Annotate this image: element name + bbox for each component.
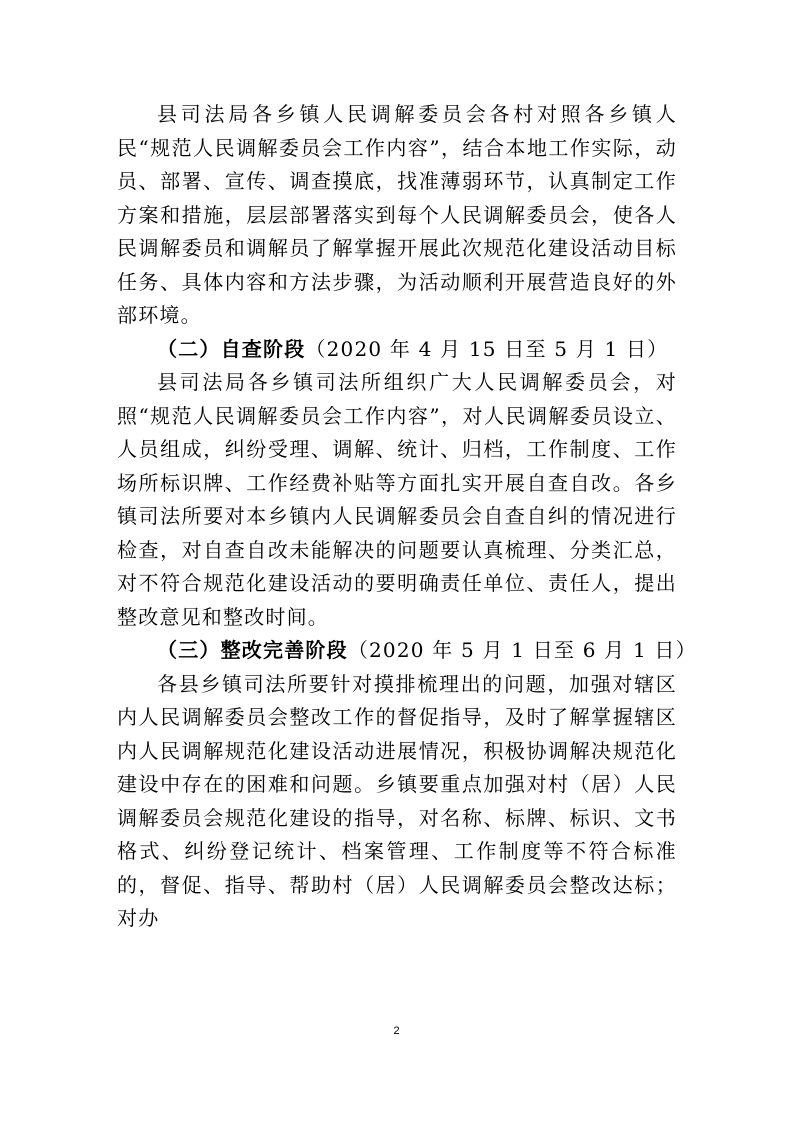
- document-body: [117, 98, 697, 936]
- page-number: 2: [393, 1025, 400, 1037]
- heading-self-inspection-label: （二）自查阶段: [157, 336, 306, 361]
- heading-self-inspection-dates: （2020 年 4 月 15 日至 5 月 1 日）: [305, 336, 669, 361]
- heading-self-inspection: [117, 333, 677, 367]
- paragraph-preparation: 县司法局各乡镇人民调解委员会各村对照各乡镇人民“规范人民调解委员会工作内容”，结合本地工作实际，动员、部署、宣传、调查摸底，找准薄弱环节，认真制定工作方案和措施，层层部署落实到每个人民调解委员会，使各人民调解委员和调解员了解掌握开展此次规范化建设活动目标任务、具体内容和方法步骤，为活动顺利开展营造良好的外部环境。: [117, 102, 677, 327]
- heading-rectification: [117, 634, 697, 668]
- paragraph-rectification: 各县乡镇司法所要针对摸排梳理出的问题，加强对辖区内人民调解委员会整改工作的督促指导，及时了解掌握辖区内人民调解规范化建设活动进展情况，积极协调解决规范化建设中存在的困难和问题。乡镇要重点加强对村（居）人民调解委员会规范化建设的指导，对名称、标牌、标识、文书格式、纠纷登记统计、档案管理、工作制度等不符合标准的，督促、指导、帮助村（居）人民调解委员会整改达标；对办: [117, 671, 677, 930]
- heading-rectification-label: （三）整改完善阶段: [157, 638, 348, 662]
- heading-rectification-dates: （2020 年 5 月 1 日至 6 月 1 日）: [347, 638, 697, 662]
- paragraph-self-inspection: 县司法局各乡镇司法所组织广大人民调解委员会，对照“规范人民调解委员会工作内容”，对人民调解委员设立、人员组成，纠纷受理、调解、统计、归档，工作制度、工作场所标识牌、工作经费补贴等方面扎实开展自查自改。各乡镇司法所要对本乡镇内人民调解委员会自查自纠的情况进行检查，对自查自改未能解决的问题要认真梳理、分类汇总，对不符合规范化建设活动的要明确责任单位、责任人，提出整改意见和整改时间。: [117, 370, 677, 629]
